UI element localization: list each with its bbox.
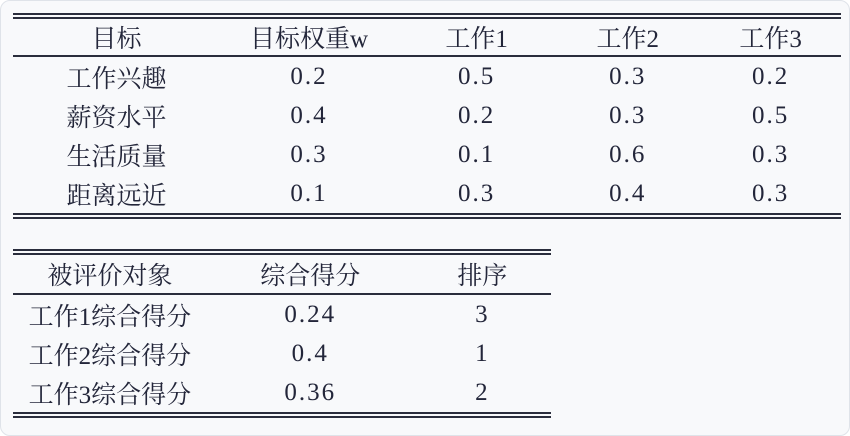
table-row <box>13 294 551 334</box>
cell-value: 0.5 <box>751 101 790 129</box>
column-header-composite-score: 综合得分 <box>207 252 414 294</box>
cell-value: 0.24 <box>284 300 337 328</box>
cell-value: 0.3 <box>609 101 647 129</box>
weights-table <box>13 13 841 219</box>
column-header-job3: 工作3 <box>700 16 841 56</box>
cell-value: 0.3 <box>751 179 790 207</box>
cell-value: 0.1 <box>458 140 496 168</box>
cell-value: 3 <box>475 300 490 328</box>
cell-value: 2 <box>475 378 490 406</box>
cell-value: 0.6 <box>609 140 647 168</box>
cell-value: 0.36 <box>284 378 337 406</box>
cell-value: 0.2 <box>751 62 790 90</box>
row-label: 生活质量 <box>66 143 167 171</box>
table-row <box>13 174 841 216</box>
table-row <box>13 56 841 96</box>
row-label: 工作1综合得分 <box>28 303 192 331</box>
cell-value: 0.5 <box>458 62 496 90</box>
table-row <box>13 96 841 135</box>
row-label: 工作3综合得分 <box>28 381 192 409</box>
cell-value: 0.4 <box>290 101 328 129</box>
weights-header-row <box>13 16 841 56</box>
column-header-goal: 目标 <box>13 16 220 56</box>
cell-value: 0.3 <box>751 140 790 168</box>
row-label: 工作2综合得分 <box>28 342 192 370</box>
scores-header-row <box>13 252 551 294</box>
row-label: 薪资水平 <box>66 104 167 132</box>
column-header-evaluated-object: 被评价对象 <box>13 252 207 294</box>
column-header-rank: 排序 <box>414 252 551 294</box>
table-row <box>13 373 551 415</box>
column-header-job2: 工作2 <box>555 16 700 56</box>
column-header-job1: 工作1 <box>398 16 555 56</box>
cell-value: 0.3 <box>290 140 328 168</box>
cell-value: 0.2 <box>290 62 328 90</box>
cell-value: 0.2 <box>458 101 496 129</box>
column-header-weight: 目标权重w <box>220 16 398 56</box>
row-label: 距离远近 <box>66 182 167 210</box>
cell-value: 0.4 <box>291 339 329 367</box>
cell-value: 0.4 <box>609 179 647 207</box>
cell-value: 0.3 <box>458 179 496 207</box>
cell-value: 0.1 <box>290 179 328 207</box>
row-label: 工作兴趣 <box>66 65 167 93</box>
scores-table <box>13 249 551 418</box>
table-row <box>13 135 841 174</box>
cell-value: 1 <box>475 339 490 367</box>
table-row <box>13 334 551 373</box>
cell-value: 0.3 <box>609 62 647 90</box>
